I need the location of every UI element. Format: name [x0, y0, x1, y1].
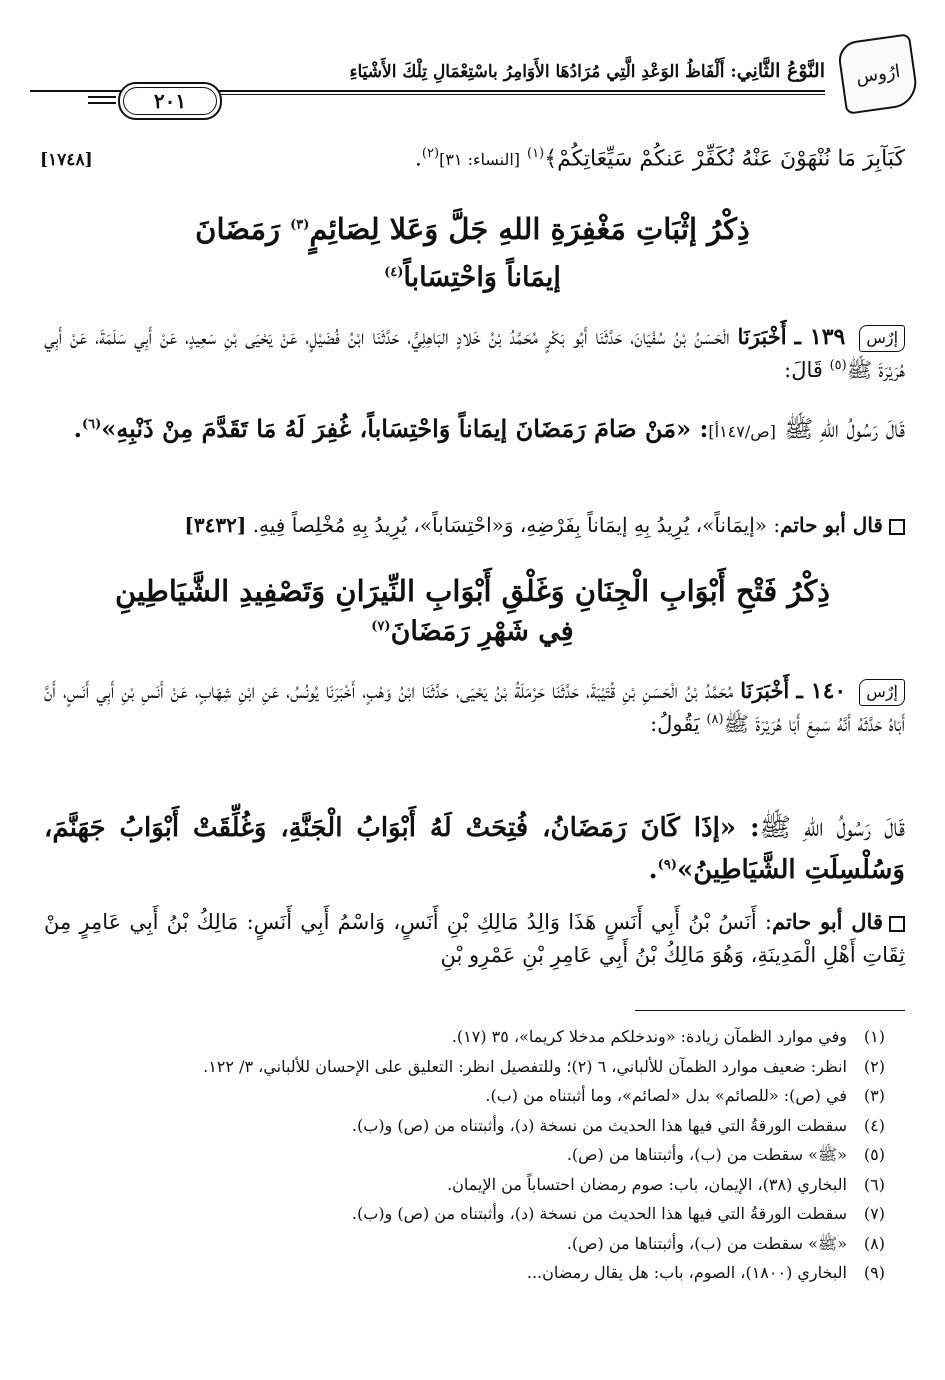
chapter-heading-line2: [60, 616, 885, 647]
running-head: [125, 60, 825, 82]
heading-text: ذِكْرُ فَتْحِ أَبْوَابِ الْجِنَانِ وَغَلْقِ أَبْوَابِ النِّيرَانِ وَتَصْفِيدِ الشَّيَاطِينِ: [114, 574, 831, 608]
footnote-text: البخاري (٣٨)، الإيمان، باب: صوم رمضان احتساباً من الإيمان.: [447, 1174, 847, 1194]
hadith-139-comment: [44, 510, 905, 541]
hadith-global-number: [١٧٤٨]: [40, 150, 93, 170]
footnote: [40, 1140, 885, 1170]
footnote-number: (٥): [863, 1145, 885, 1164]
square-bullet-icon: [889, 916, 905, 932]
heading-text: إيمَاناً وَاحْتِسَاباً: [403, 262, 561, 293]
footnote-number: (٩): [863, 1263, 885, 1282]
footnote-text: البخاري (١٨٠٠)، الصوم، باب: هل يقال رمضان...: [526, 1263, 847, 1282]
footnote-number: (٣): [863, 1086, 885, 1105]
footnote: [40, 1258, 885, 1288]
manuscript-page-ref: [ص/١٤٧أ]: [708, 422, 776, 441]
footnote: [40, 1081, 885, 1111]
heading-text: رَمَضَانَ: [195, 212, 291, 246]
matn-text: : «إذَا كَانَ رَمَضَانُ، فُتِحَتْ لَهُ أَبْوَابُ الْجَنَّةِ، وَغُلِّقَتْ أَبْوَابُ جَهَنَّمَ، وَسُلْسِلَتِ الشَّيَاطِينُ»: [44, 813, 905, 885]
corner-badge: [836, 33, 919, 115]
footnote: [40, 1022, 885, 1052]
hadith-140-isnad: [44, 674, 905, 741]
header-dash: [88, 96, 116, 98]
header-dash: [88, 102, 116, 104]
verse-reference: [النساء: ٣١]: [439, 150, 521, 170]
footnote-mark: (٦): [81, 417, 102, 432]
footnote: [40, 1199, 885, 1229]
isnad-text: الْحَسَنُ بْنُ سُفْيَانَ، حَدَّثَنَا أَبُو بَكْرٍ مُحَمَّدُ بْنُ خَلادٍ البَاهِلِيُّ، حَدَّثَنَا ابْنُ فُضَيْلٍ، عَنْ يَحْيَى بْنِ سَعِيدٍ، عَنْ أَبِي سَلَمَةَ، عَنْ أَبِي هُرَيْرَةَ ﷺ: [44, 325, 905, 383]
verse-text: كَبَآبِرَ مَا نُنْهَوْنَ عَنْهُ نُكَفِّرْ عَنكُمْ سَيِّعَاتِكُمْ﴾: [544, 146, 905, 172]
heading-text: فِي شَهْرِ رَمَضَانَ: [390, 616, 574, 647]
running-head-rest: : أَلْفَاظُ الوَعْدِ الَّتِي مُرَادُهَا الأَوَامِرُ باسْتِعْمَالِ تِلْكَ الأَشْيَاءِ: [349, 62, 737, 82]
isnad-end: يَقُولُ:: [650, 712, 707, 737]
footnote-number: (٧): [863, 1204, 885, 1223]
chapter-heading: [60, 574, 885, 608]
isnad-end: قَالَ:: [784, 358, 830, 383]
square-bullet-icon: [889, 519, 905, 535]
chapter-heading: [60, 212, 885, 246]
page-number-value: ٢٠١: [153, 89, 187, 113]
footnote-mark: (٧): [371, 619, 391, 634]
footnote-number: (١): [863, 1027, 885, 1046]
footnote-number: (٢): [863, 1056, 885, 1076]
hadith-140-comment: [44, 906, 905, 971]
footnote: [40, 1170, 885, 1200]
footnote-text: «ﷺ» سقطت من (ب)، وأثبتناها من (ص).: [566, 1145, 847, 1164]
footnote: [40, 1052, 885, 1082]
verse-end: .: [414, 146, 422, 172]
footnote-mark: (٢): [421, 146, 440, 161]
heading-text: ذِكْرُ إثْبَاتِ مَغْفِرَةِ اللهِ جَلَّ وَعَلا لِصَائِمٍ: [309, 212, 750, 246]
footnote-text: سقطت الورقةُ التي فيها هذا الحديث من نسخة (د)، وأثبتناه من (ص) و(ب).: [351, 1204, 847, 1223]
hadith-140-matn: [44, 808, 905, 891]
footnote: [40, 1229, 885, 1259]
speaker: قَالَ رَسُولُ اللهِ ﷺ: [784, 415, 905, 443]
footnote: [40, 1111, 885, 1141]
footnote-separator: [635, 1010, 905, 1011]
running-head-bold: النَّوْعُ الثَّانِي: [736, 60, 825, 82]
hadith-number: ١٣٩ ـ: [794, 324, 846, 350]
comment-text: : أَنَسُ بْنُ أَبِي أَنَسٍ هَذَا وَالِدُ مَالِكِ بْنِ أَنَسٍ، وَاسْمُ أَبِي أَنَسٍ: مَالِكُ بْنُ أَبِي عَامِرٍ مِنْ ثِقَاتِ أَهْلِ الْمَدِينَةِ، وَهُوَ مَالِكُ بْنُ أَبِي عَامِرِ بْنِ عَمْرِو بْنِ: [44, 910, 905, 967]
comment-text: : «إيمَاناً»، يُرِيدُ بِهِ إيمَاناً بِفَرْضِهِ، وَ«احْتِسَاباً»، يُرِيدُ بِهِ مُخْلِصاً فِيهِ.: [252, 513, 781, 537]
comment-label: قال أبو حاتم: [771, 909, 883, 934]
page-number: [118, 82, 222, 120]
footnote-text: وفي موارد الظمآن زيادة: «وندخلكم مدخلا كريما»، ٣٥ (١٧).: [451, 1027, 847, 1046]
hadith-139-matn: [44, 410, 905, 448]
footnote-mark: (٤): [384, 265, 404, 280]
footnote-number: (٤): [863, 1115, 885, 1135]
matn-text: : «مَنْ صَامَ رَمَضَانَ إيمَاناً وَاحْتِسَاباً، غُفِرَ لَهُ مَا تَقَدَّمَ مِنْ ذَنْبِهِ»: [101, 414, 709, 443]
footnote-mark: (٨): [706, 712, 724, 728]
footnote-text: انظر: ضعيف موارد الظمآن للألباني، ٦ (٢)؛ وللتفصيل انظر: التعليق على الإحسان للألباني، ٣/ ١٢٢.: [203, 1056, 847, 1076]
isnad-text: مُحَمَّدُ بْنُ الْحَسَنِ بْنِ قُتَيْبَةَ، حَدَّثَنَا حَرْمَلَةُ بْنُ يَحْيَى، حَدَّثَنَا ابْنُ وَهْبٍ، أَخْبَرَنَا يُونُسُ، عَنِ ابْنِ شِهَابٍ، عَنْ أَنَسِ بْنِ أَبِي أَنَسٍ، أَنَّ أَبَاهُ حَدَّثَهُ أَنَّهُ سَمِعَ أَبَا هُرَيْرَةَ ﷺ: [44, 679, 905, 737]
footnote-mark: (١): [527, 146, 545, 161]
chapter-heading-line2: [60, 262, 885, 293]
matn-end: .: [648, 854, 658, 885]
source-tag: إرٌس: [859, 325, 905, 352]
footnote-text: في (ص): «للصائم» بدل «لصائم»، وما أثبتناه من (ب).: [485, 1086, 847, 1105]
page-header: [30, 38, 915, 128]
matn-end: .: [73, 414, 82, 443]
footnote-number: (٦): [863, 1174, 885, 1194]
hadith-number: ١٤٠ ـ: [796, 678, 847, 704]
footnote-text: «ﷺ» سقطت من (ب)، وأثبتناها من (ص).: [566, 1233, 847, 1253]
hadith-139-isnad: [44, 320, 905, 387]
footnote-number: (٨): [863, 1233, 885, 1253]
quran-verse-line: [40, 146, 905, 171]
footnote-text: سقطت الورقةُ التي فيها هذا الحديث من نسخة (د)، وأثبتناه من (ص) و(ب).: [351, 1115, 847, 1135]
comment-label: قال أبو حاتم: [780, 513, 883, 537]
footnote-mark: (٣): [290, 217, 310, 233]
footnote-mark: (٩): [657, 856, 677, 872]
speaker: قَالَ رَسُولُ اللهِ ﷺ: [759, 813, 905, 843]
footnote-mark: (٥): [829, 358, 847, 374]
hadith-global-number: [٣٤٣٢]: [184, 513, 247, 537]
corner-badge-text: ارُوس: [854, 60, 902, 88]
source-tag: إرٌس: [859, 679, 905, 706]
akhbarana: أَخْبَرَنَا: [737, 324, 787, 349]
footnotes: [40, 1022, 885, 1288]
header-rule-thin: [150, 94, 825, 95]
akhbarana: أَخْبَرَنَا: [740, 678, 790, 703]
